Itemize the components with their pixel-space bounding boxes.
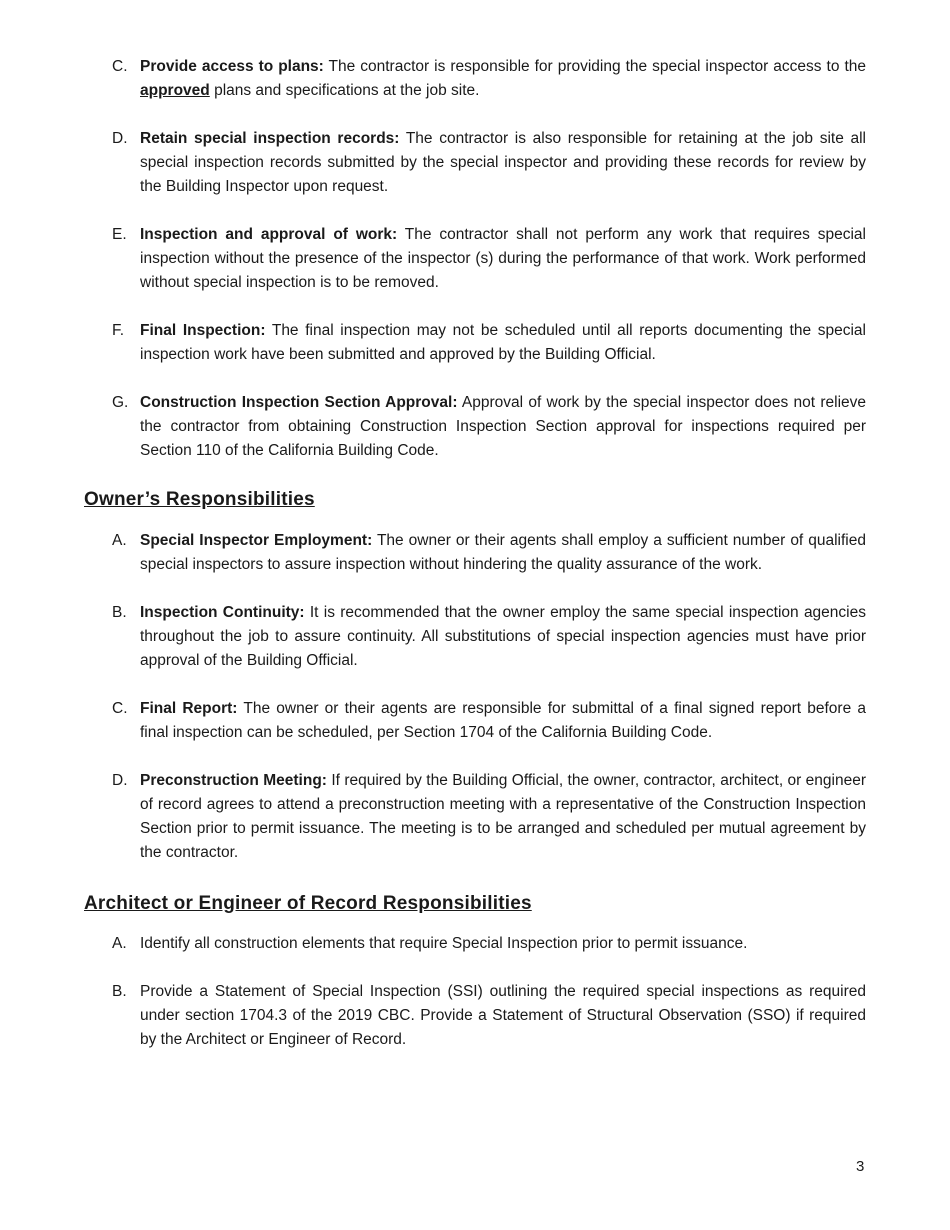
item-letter: D.: [112, 772, 128, 789]
list-item: [0, 932, 866, 956]
item-letter: D.: [112, 130, 128, 147]
list-item: [0, 769, 866, 865]
item-title: Inspection and approval of work:: [140, 226, 398, 243]
item-title: Construction Inspection Section Approval:: [140, 394, 458, 411]
item-text: Approval of work by the special inspector does not relieve the contractor from obtaining Construction Inspection Section approval for inspections required per Section 110 of the California Building Code.: [140, 394, 867, 459]
item-text: If required by the Building Official, the owner, contractor, architect, or engineer of record agrees to attend a preconstruction meeting with a representative of the Construction Inspection Section prior to permit issuance. The meeting is to be arranged and scheduled per mutual agreement by the contractor.: [140, 772, 866, 861]
item-letter: E.: [112, 226, 127, 243]
item-title: Retain special inspection records:: [140, 130, 400, 147]
item-text: The owner or their agents are responsible for submittal of a final signed report before a final inspection can be scheduled, per Section 1704 of the California Building Code.: [140, 700, 866, 741]
list-item: [0, 601, 866, 673]
item-text: Identify all construction elements that require Special Inspection prior to permit issuance.: [140, 935, 748, 952]
item-title: Final Inspection:: [140, 322, 266, 339]
item-text: Provide a Statement of Special Inspection (SSI) outlining the required special inspections as required under section 1704.3 of the 2019 CBC. Provide a Statement of Structural Observation (SSO) if required by the Architect or Engineer of Record.: [140, 983, 866, 1048]
item-letter: C.: [112, 58, 128, 75]
contractor-responsibilities-list: [0, 55, 950, 487]
item-emphasis: approved: [140, 82, 210, 99]
owner-responsibilities-heading: Owner’s Responsibilities: [84, 489, 315, 510]
item-letter: C.: [112, 700, 128, 717]
item-text: The contractor shall not perform any work that requires special inspection without the presence of the inspector (s) during the performance of that work. Work performed without special inspection is to be removed.: [140, 226, 866, 291]
item-title: Special Inspector Employment:: [140, 532, 373, 549]
item-title: Preconstruction Meeting:: [140, 772, 327, 789]
list-item: [0, 697, 866, 745]
list-item: [0, 980, 866, 1052]
item-letter: B.: [112, 983, 127, 1000]
item-text: The contractor is responsible for providing the special inspector access to the: [323, 58, 866, 75]
owner-responsibilities-list: [0, 529, 950, 889]
list-item: [0, 127, 866, 199]
item-letter: A.: [112, 935, 127, 952]
list-item: [0, 391, 866, 463]
item-letter: F.: [112, 322, 125, 339]
item-text: The owner or their agents shall employ a sufficient number of qualified special inspectors to assure inspection without hindering the quality assurance of the work.: [140, 532, 866, 573]
item-title: Provide access to plans:: [140, 58, 324, 75]
item-letter: A.: [112, 532, 127, 549]
item-letter: B.: [112, 604, 127, 621]
item-text: The contractor is also responsible for retaining at the job site all special inspection records submitted by the special inspector and providing these records for review by the Building Inspector upon request.: [140, 130, 866, 195]
item-title: Inspection Continuity:: [140, 604, 305, 621]
list-item: [0, 223, 866, 295]
item-text: The final inspection may not be scheduled until all reports documenting the special inspection work have been submitted and approved by the Building Official.: [140, 322, 866, 363]
page-number: 3: [856, 1158, 865, 1175]
item-text: plans and specifications at the job site.: [209, 82, 480, 99]
list-item: [0, 319, 866, 367]
item-text: It is recommended that the owner employ the same special inspection agencies throughout the job to assure continuity. All substitutions of special inspection agencies must have prior approval of the Building Official.: [140, 604, 866, 669]
architect-responsibilities-list: [0, 932, 950, 1076]
item-title: Final Report:: [140, 700, 238, 717]
architect-responsibilities-heading: Architect or Engineer of Record Responsibilities: [84, 893, 532, 914]
item-letter: G.: [112, 394, 129, 411]
list-item: [0, 55, 866, 103]
list-item: [0, 529, 866, 577]
